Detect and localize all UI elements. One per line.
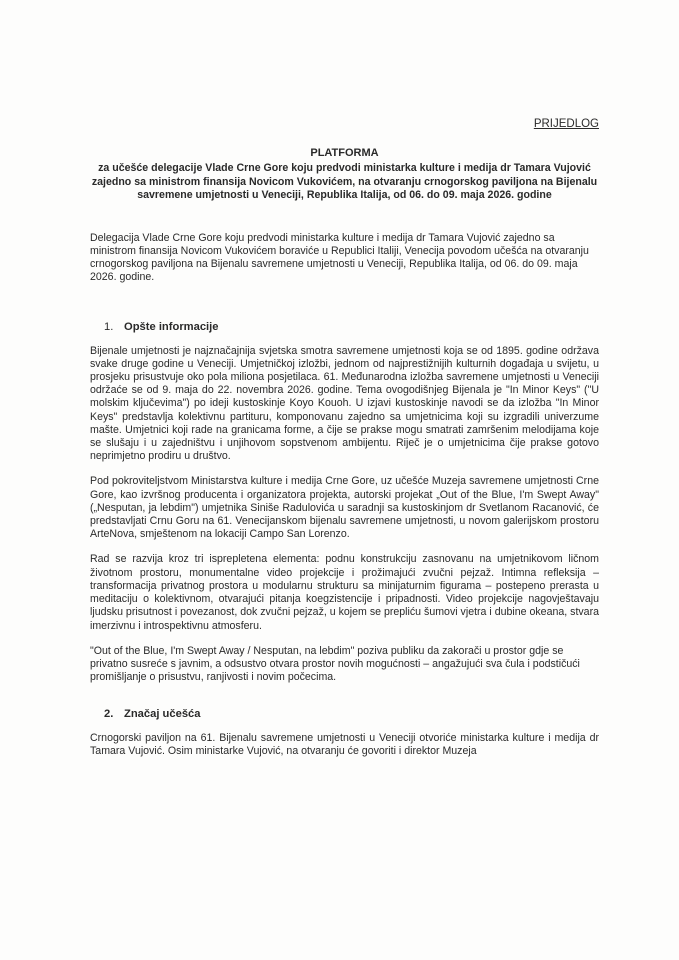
section-heading: [104, 321, 599, 334]
paragraph: Pod pokroviteljstvom Ministarstva kulture i medija Crne Gore, uz učešće Muzeja savremene umjetnosti Crne Gore, kao izvršnog producenta i organizatora projekta, autorski projekat „Out of the Blue, I'm Swept Away" („Nesputan, ja lebdim") umjetnika Siniše Radulovića u saradnji sa kustoskinjom dr Svetlanom Racanović, će predstavljati Crnu Goru na 61. Venecijanskom bijenalu savremene umjetnosti, u novom galerijskom prostoru ArteNova, smještenom na lokaciji Campo San Lorenzo.: [90, 475, 599, 541]
section-number: 2.: [104, 708, 114, 721]
document-subtitle: za učešće delegacije Vlade Crne Gore koju predvodi ministarka kulture i medija dr Tamara Vujović zajedno sa ministrom finansija Novicom Vukovićem, na otvaranju crnogorskog paviljona na Bijenalu savremene umjetnosti u Veneciji, Republika Italija, od 06. do 09. maja 2026. godine: [91, 162, 598, 202]
section-title: Značaj učešća: [124, 708, 201, 721]
document-title: PLATFORMA: [310, 147, 379, 160]
paragraph: "Out of the Blue, I'm Swept Away / Nesputan, na lebdim" poziva publiku da zakorači u prostor gdje se privatno susreće s javnim, a odsustvo otvara prostor novih mogućnosti – angažujući sva čula i podstičući promišljanje o prisustvu, ranjivosti i novim počecima.: [90, 644, 580, 684]
section-heading: [104, 708, 599, 721]
paragraph: Crnogorski paviljon na 61. Bijenalu savremene umjetnosti u Veneciji otvoriće ministarka kulture i medija dr Tamara Vujović. Osim ministarke Vujović, na otvaranju će govoriti i direktor Muzeja: [90, 731, 599, 757]
intro-paragraph: Delegacija Vlade Crne Gore koju predvodi ministarka kulture i medija dr Tamara Vujović zajedno sa ministrom finansija Novicom Vukovićem boraviće u Republici Italiji, Venecija povodom učešća na otvaranju crnogorskog paviljona na Bijenalu savremene umjetnosti u Veneciji, Republika Italija, od 06. do 09. maja 2026. godine.: [90, 231, 589, 284]
paragraph: Bijenale umjetnosti je najznačajnija svjetska smotra savremene umjetnosti koja se od 1895. godine održava svake druge godine u Veneciji. Umjetničkoj izložbi, jednom od najprestižnijih kulturnih događaja u svijetu, u prosjeku prisustvuje oko pola miliona posjetilaca. 61. Međunarodna izložba savremene umjetnosti u Veneciji održaće se od 9. maja do 22. novembra 2026. godine. Tema ovogodišnjeg Bijenala je "In Minor Keys" ("U molskim ključevima") po ideji kustoskinje Koyo Kouoh. U izjavi kustoskinje navodi se da izložba "In Minor Keys" predstavlja kolektivnu partituru, komponovanu zajedno sa umjetnicima koji su izgradili univerzume mašte. Umjetnici koji rade na granicama forme, a čije se prakse mogu smatrati zamršenim melodijama koje se slušaju i u zajedništvu i unjihovom sopstvenom ambijentu. Riječ je o umjetnicima čije prakse gotovo neprimjetno prodiru u društvo.: [90, 344, 599, 463]
proposal-label: PRIJEDLOG: [533, 118, 599, 130]
section-title: Opšte informacije: [124, 321, 219, 334]
section-general-info: [90, 321, 599, 684]
paragraph: Rad se razvija kroz tri isprepletena elementa: podnu konstrukciju zasnovanu na umjetnikovom ličnom životnom prostoru, monumentalne video projekcije i prožimajući zvučni pejzaž. Intimna refleksija – transformacija privatnog prostora u modularnu strukturu sa minijaturnim figurama – postepeno prerasta u meditaciju o kolektivnom, otvarajući pitanja koegzistencije i pripadnosti. Video projekcije nagovještavaju ljudsku prisutnost i povezanost, dok zvučni pejzaž, u kojem se prepliću šumovi vjetra i dubine okeana, stvara imerzivnu i introspektivnu atmosferu.: [90, 553, 599, 632]
section-number: 1.: [104, 321, 114, 334]
section-significance: [90, 708, 599, 758]
